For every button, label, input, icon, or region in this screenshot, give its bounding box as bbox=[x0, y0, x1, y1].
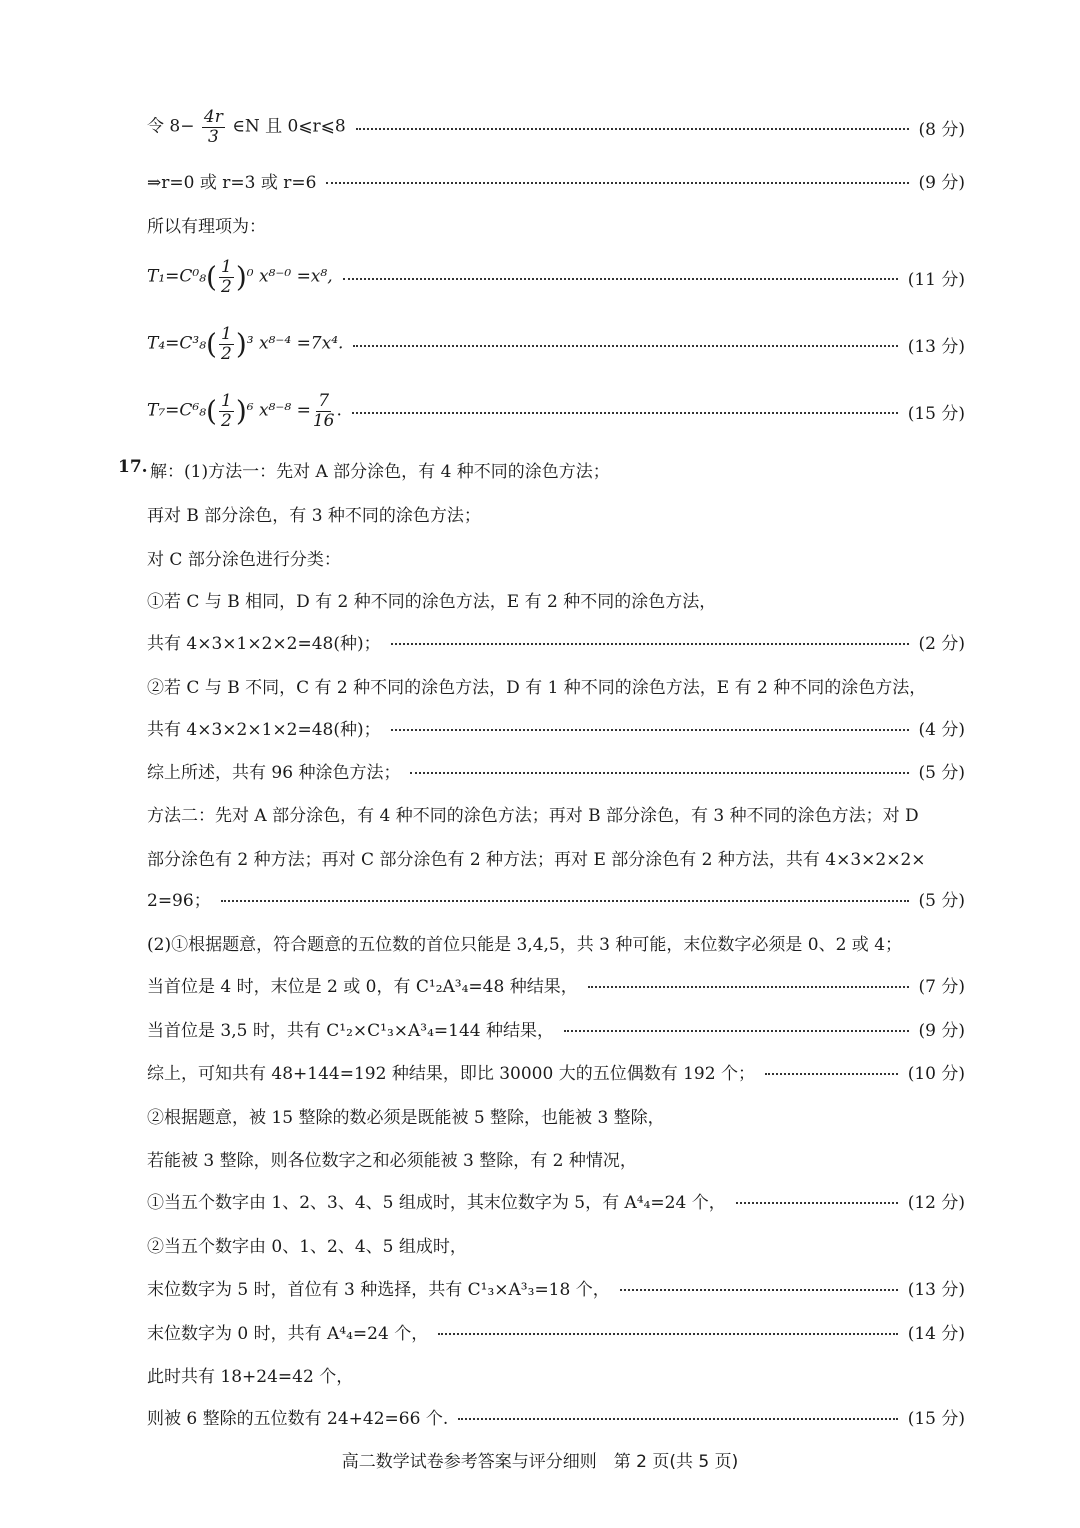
leader-dots bbox=[410, 772, 908, 774]
score: (7 分) bbox=[918, 977, 965, 997]
text: 则被 6 整除的五位数有 24+42=66 个. bbox=[147, 1409, 449, 1429]
denominator: 2 bbox=[220, 276, 232, 297]
text-p11: (2)①根据题意，符合题意的五位数的首位只能是 3,4,5，共 3 种可能，末位数字必须是 0、2 或 4； bbox=[147, 935, 903, 955]
text: ⁰ x⁸⁻⁰ =x⁸, bbox=[246, 266, 333, 287]
denominator: 2 bbox=[220, 410, 232, 431]
score: (12 分) bbox=[907, 1193, 965, 1213]
numerator: 1 bbox=[220, 257, 232, 277]
leader-dots bbox=[736, 1202, 898, 1204]
score: (13 分) bbox=[907, 1280, 965, 1300]
numerator: 4r bbox=[203, 107, 223, 127]
text-p15: ②根据题意，被 15 整除的数必须是既能被 5 整除，也能被 3 整除， bbox=[147, 1108, 665, 1128]
text: ³ x⁸⁻⁴ =7x⁴. bbox=[246, 333, 344, 354]
line-p10 bbox=[147, 886, 965, 911]
score: (2 分) bbox=[918, 634, 965, 654]
leader-dots bbox=[458, 1418, 897, 1420]
leader-dots bbox=[588, 986, 909, 988]
line-p19 bbox=[147, 1275, 965, 1300]
line-p13 bbox=[147, 1016, 965, 1041]
text-p16: 若能被 3 整除，则各位数字之和必须能被 3 整除，有 2 种情况， bbox=[147, 1151, 637, 1171]
line-r-values bbox=[147, 168, 965, 193]
text: . bbox=[336, 400, 342, 421]
score: (5 分) bbox=[918, 763, 965, 783]
score: (10 分) bbox=[907, 1064, 965, 1084]
leader-dots bbox=[620, 1289, 898, 1291]
numerator: 7 bbox=[318, 391, 330, 411]
text-p2: 对 C 部分涂色进行分类： bbox=[147, 550, 341, 570]
score: (5 分) bbox=[918, 891, 965, 911]
line-p6 bbox=[147, 715, 965, 740]
text: 2=96； bbox=[147, 891, 211, 911]
text: 末位数字为 5 时，首位有 3 种选择，共有 C¹₃×A³₃=18 个， bbox=[147, 1280, 610, 1300]
leader-dots bbox=[391, 729, 909, 731]
text: 共有 4×3×2×1×2=48(种)； bbox=[147, 720, 381, 740]
line-p20 bbox=[147, 1319, 965, 1344]
text-p21: 此时共有 18+24=42 个， bbox=[147, 1367, 354, 1387]
page-footer: 高二数学试卷参考答案与评分细则 第 2 页(共 5 页) bbox=[341, 1452, 739, 1472]
question-number: 17. bbox=[118, 457, 148, 477]
text: 当首位是 4 时，末位是 2 或 0，有 C¹₂A³₄=48 种结果， bbox=[147, 977, 578, 997]
text-q17-start: 解：(1)方法一：先对 A 部分涂色，有 4 种不同的涂色方法； bbox=[150, 462, 610, 482]
text: T₄=C³₈ bbox=[147, 333, 207, 354]
text-p9: 部分涂色有 2 种方法；再对 C 部分涂色有 2 种方法；再对 E 部分涂色有 2 种方法，共有 4×3×2×2× bbox=[147, 850, 926, 870]
text: 当首位是 3,5 时，共有 C¹₂×C¹₃×A³₄=144 种结果， bbox=[147, 1021, 555, 1041]
score: (9 分) bbox=[918, 173, 965, 193]
text-p3: ①若 C 与 B 相同，D 有 2 种不同的涂色方法，E 有 2 种不同的涂色方法， bbox=[147, 592, 717, 612]
leader-dots bbox=[352, 412, 898, 414]
text: ⇒r=0 或 r=3 或 r=6 bbox=[147, 173, 317, 193]
line-t7: T₇=C⁶₈( $\frac{1}{2}$ )⁶ x⁸⁻⁸ = $\frac{7}{16}$ . (15 分) bbox=[147, 391, 965, 431]
text-rational-terms: 所以有理项为： bbox=[147, 217, 266, 237]
leader-dots bbox=[326, 182, 908, 184]
text: T₇=C⁶₈ bbox=[147, 400, 207, 421]
numerator: 1 bbox=[220, 391, 232, 411]
score: (11 分) bbox=[907, 269, 965, 290]
score: (14 分) bbox=[907, 1324, 965, 1344]
line-t4: T₄=C³₈( $\frac{1}{2}$ )³ x⁸⁻⁴ =7x⁴. (13 分) bbox=[147, 324, 965, 364]
score: (15 分) bbox=[907, 1409, 965, 1429]
text: 共有 4×3×1×2×2=48(种)； bbox=[147, 634, 381, 654]
leader-dots bbox=[391, 643, 909, 645]
text: 综上，可知共有 48+144=192 种结果，即比 30000 大的五位偶数有 192 个； bbox=[147, 1064, 755, 1084]
leader-dots bbox=[438, 1333, 897, 1335]
fraction bbox=[219, 325, 234, 363]
leader-dots bbox=[356, 128, 909, 130]
leader-dots bbox=[564, 1030, 909, 1032]
line-p4 bbox=[147, 629, 965, 654]
fraction bbox=[219, 392, 234, 430]
leader-dots bbox=[765, 1073, 898, 1075]
text: ①当五个数字由 1、2、3、4、5 组成时，其末位数字为 5，有 A⁴₄=24 个， bbox=[147, 1193, 726, 1213]
score: (13 分) bbox=[907, 336, 965, 357]
text: ⁶ x⁸⁻⁸ = bbox=[246, 400, 311, 421]
leader-dots bbox=[343, 278, 898, 280]
text: 末位数字为 0 时，共有 A⁴₄=24 个， bbox=[147, 1324, 429, 1344]
line-p7 bbox=[147, 758, 965, 783]
score: (4 分) bbox=[918, 720, 965, 740]
text-p18: ②当五个数字由 0、1、2、4、5 组成时， bbox=[147, 1237, 467, 1257]
text: ∈N 且 0⩽r⩽8 bbox=[232, 116, 346, 137]
fraction bbox=[219, 258, 234, 296]
line-p17 bbox=[147, 1188, 965, 1213]
line-r-condition bbox=[147, 108, 965, 146]
leader-dots bbox=[221, 900, 909, 902]
text: 综上所述，共有 96 种涂色方法； bbox=[147, 763, 401, 783]
score: (9 分) bbox=[918, 1021, 965, 1041]
line-p14 bbox=[147, 1059, 965, 1084]
text-p8: 方法二：先对 A 部分涂色，有 4 种不同的涂色方法；再对 B 部分涂色，有 3 种不同的涂色方法；对 D bbox=[147, 806, 919, 826]
text-p1: 再对 B 部分涂色，有 3 种不同的涂色方法； bbox=[147, 506, 481, 526]
text: 令 8− bbox=[147, 116, 195, 137]
leader-dots bbox=[353, 345, 897, 347]
score: (15 分) bbox=[907, 403, 965, 424]
denominator: 3 bbox=[207, 126, 219, 147]
line-p12 bbox=[147, 972, 965, 997]
denominator: 16 bbox=[312, 410, 335, 431]
numerator: 1 bbox=[220, 324, 232, 344]
text: T₁=C⁰₈ bbox=[147, 266, 207, 287]
fraction bbox=[313, 392, 335, 430]
score: (8 分) bbox=[918, 119, 965, 140]
fraction bbox=[202, 108, 225, 146]
line-p22 bbox=[147, 1404, 965, 1429]
text-p5: ②若 C 与 B 不同，C 有 2 种不同的涂色方法，D 有 1 种不同的涂色方法，E 有 2 种不同的涂色方法， bbox=[147, 678, 927, 698]
denominator: 2 bbox=[220, 343, 232, 364]
line-t1: T₁=C⁰₈( $\frac{1}{2}$ )⁰ x⁸⁻⁰ =x⁸, (11 分) bbox=[147, 257, 965, 297]
